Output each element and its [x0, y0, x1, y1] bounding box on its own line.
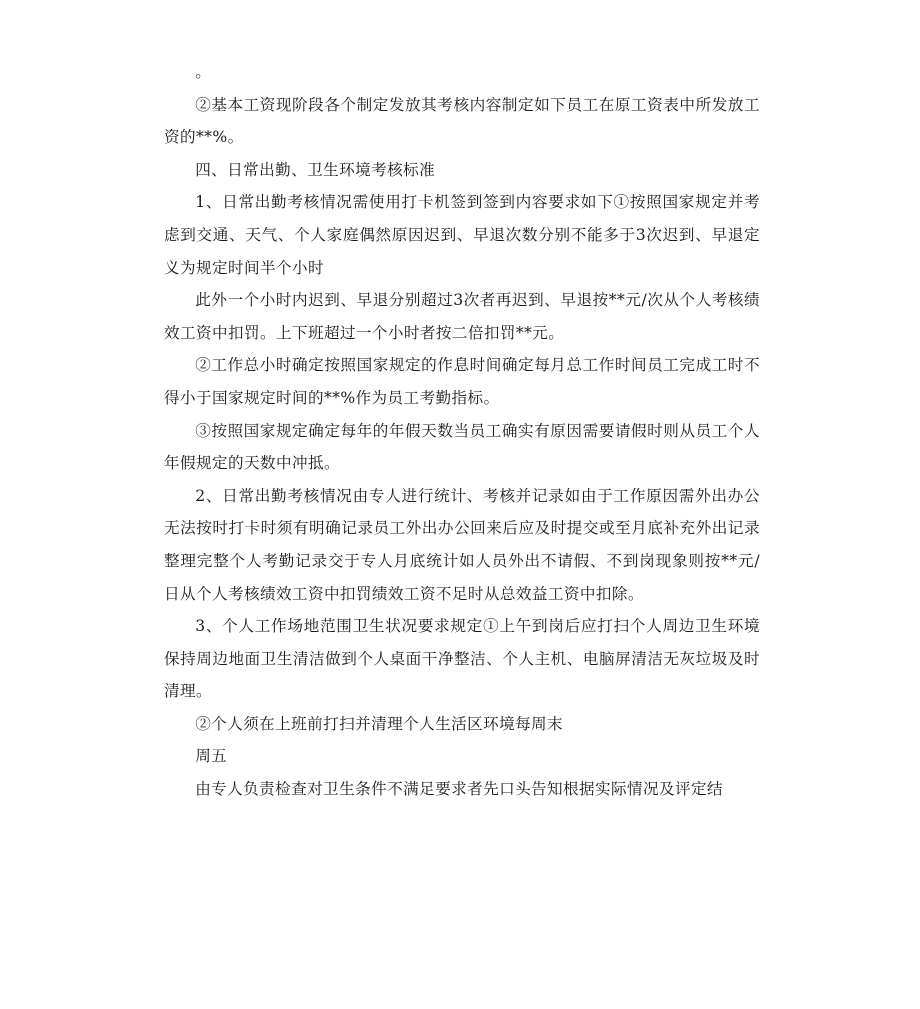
paragraph-friday: 周五 [195, 747, 228, 766]
paragraph-attendance-2: 2、日常出勤考核情况由专人进行统计、考核并记录如由于工作原因需外出办公无法按时打卡时须有明确记录员工外出办公回来后应及时提交或至月底补充外出记录整理完整个人考勤记录交于专人月底统计如人员外出不请假、不到岗现象则按**元/日从个人考核绩效工资中扣罚绩效工资不足时从总效益工资中扣除。 [164, 486, 760, 603]
paragraph-inspection: 由专人负责检查对卫生条件不满足要求者先口头告知根据实际情况及评定结 [195, 780, 723, 799]
paragraph-base-salary: ②基本工资现阶段各个制定发放其考核内容制定如下员工在原工资表中所发放工资的**%。 [164, 95, 760, 147]
document-body [164, 56, 760, 806]
paragraph-hygiene-weekly: ②个人须在上班前打扫并清理个人生活区环境每周末 [195, 714, 564, 733]
paragraph-hygiene-3: 3、个人工作场地范围卫生状况要求规定①上午到岗后应打扫个人周边卫生环境保持周边地面卫生清洁做到个人桌面干净整洁、个人主机、电脑屏清洁无灰垃圾及时清理。 [164, 617, 760, 701]
paragraph-attendance-1: 1、日常出勤考核情况需使用打卡机签到签到内容要求如下①按照国家规定并考虑到交通、天气、个人家庭偶然原因迟到、早退次数分别不能多于3次迟到、早退定义为规定时间半个小时 [164, 193, 760, 277]
paragraph-annual-leave: ③按照国家规定确定每年的年假天数当员工确实有原因需要请假时则从员工个人年假规定的天数中冲抵。 [164, 421, 760, 473]
paragraph-fragment: 。 [195, 63, 212, 81]
paragraph-work-hours: ②工作总小时确定按照国家规定的作息时间确定每月总工作时间员工完成工时不得小于国家规定时间的**%作为员工考勤指标。 [164, 356, 760, 407]
section-heading: 四、日常出勤、卫生环境考核标准 [195, 160, 436, 179]
paragraph-late-penalty: 此外一个小时内迟到、早退分别超过3次者再迟到、早退按**元/次从个人考核绩效工资中扣罚。上下班超过一个小时者按二倍扣罚**元。 [164, 291, 760, 342]
